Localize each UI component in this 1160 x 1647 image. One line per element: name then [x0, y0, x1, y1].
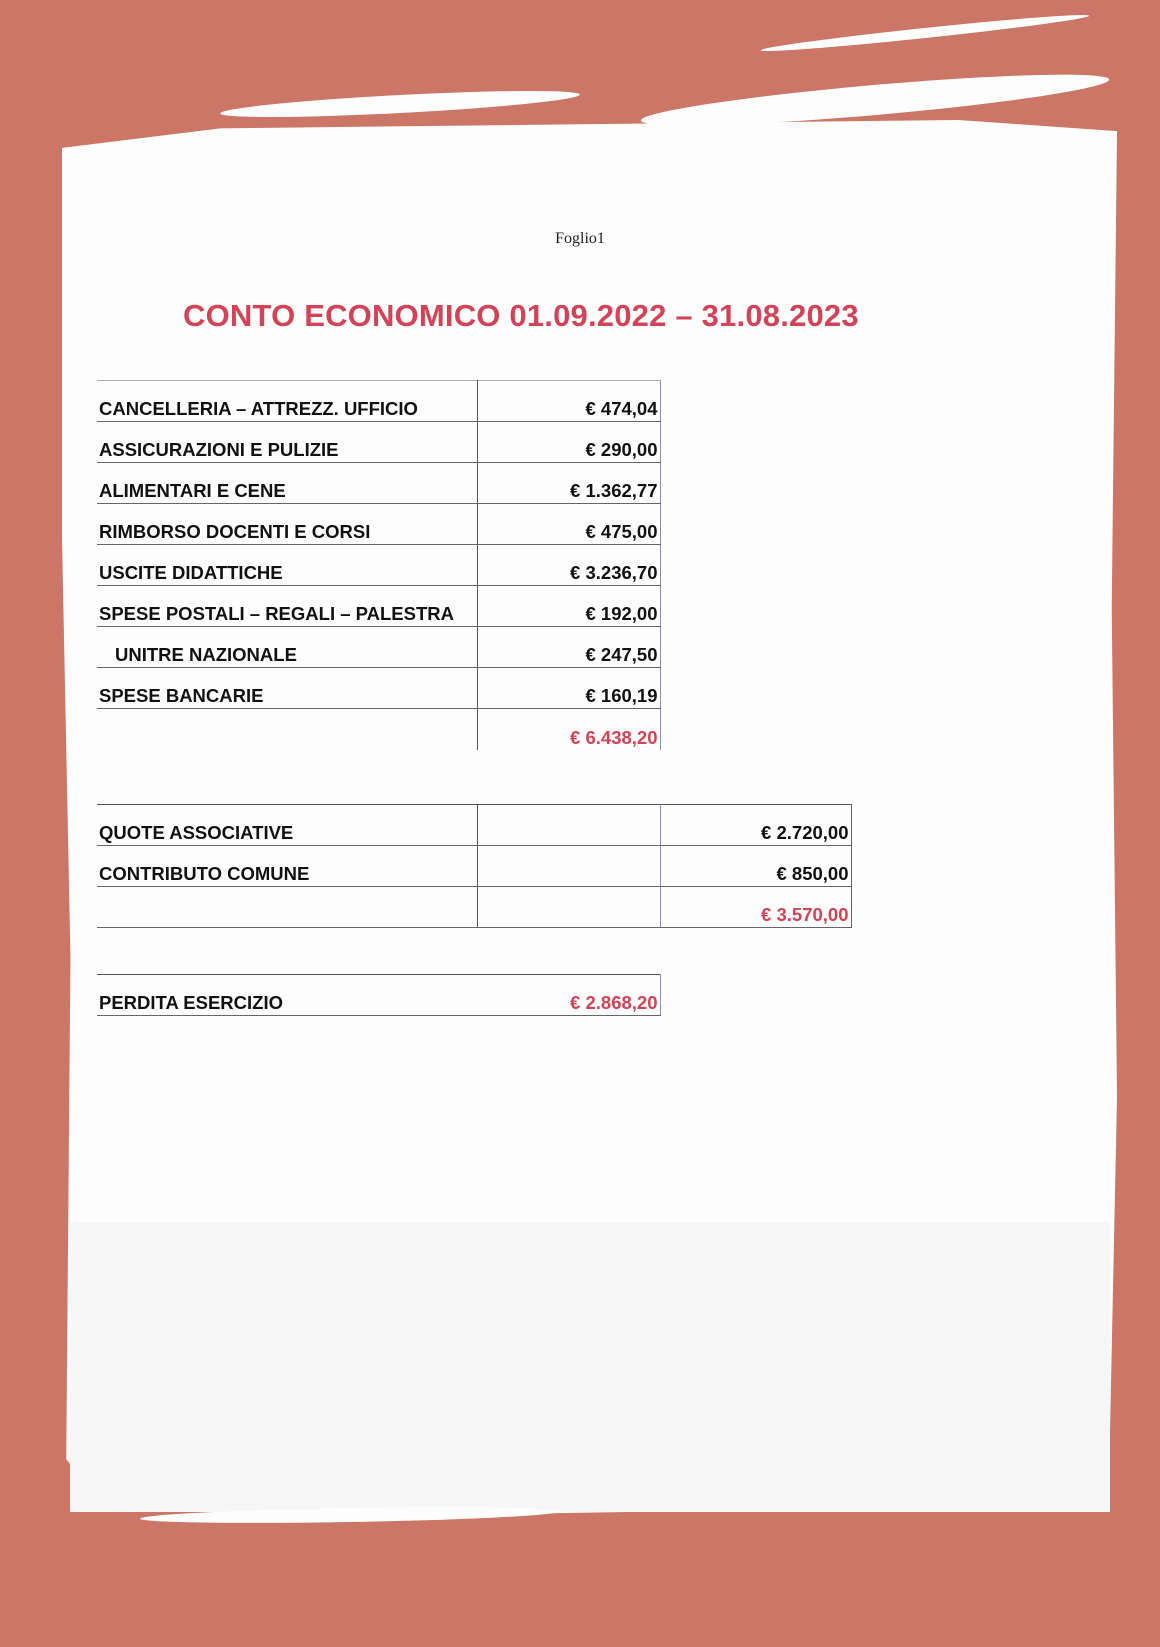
- expense-row: [97, 668, 660, 709]
- expense-row: [97, 463, 660, 504]
- empty-cell: [97, 887, 477, 928]
- expense-label: CANCELLERIA – ATTREZZ. UFFICIO: [97, 381, 477, 422]
- expense-row: [97, 627, 660, 668]
- expense-label: ASSICURAZIONI E PULIZIE: [97, 422, 477, 463]
- expense-total-row: [97, 709, 660, 750]
- expense-amount: € 192,00: [477, 586, 660, 627]
- income-row: [97, 805, 851, 846]
- expense-label: UNITRE NAZIONALE: [97, 627, 477, 668]
- empty-cell: [477, 887, 660, 928]
- expense-row: [97, 504, 660, 545]
- empty-cell: [477, 846, 660, 887]
- expense-label: SPESE POSTALI – REGALI – PALESTRA: [97, 586, 477, 627]
- expense-label: RIMBORSO DOCENTI E CORSI: [97, 504, 477, 545]
- income-label: QUOTE ASSOCIATIVE: [97, 805, 477, 846]
- expense-amount: € 474,04: [477, 381, 660, 422]
- result-label: PERDITA ESERCIZIO: [97, 975, 477, 1016]
- expense-label: USCITE DIDATTICHE: [97, 545, 477, 586]
- expense-total: € 6.438,20: [477, 709, 660, 750]
- paper-lower-fold: [70, 1222, 1110, 1512]
- expense-amount: € 290,00: [477, 422, 660, 463]
- income-total-row: [97, 887, 851, 928]
- expense-amount: € 247,50: [477, 627, 660, 668]
- income-amount: € 2.720,00: [660, 805, 851, 846]
- result-row: [97, 975, 660, 1016]
- empty-cell: [477, 805, 660, 846]
- empty-cell: [97, 709, 477, 750]
- expense-row: [97, 545, 660, 586]
- expenses-table: [97, 380, 661, 750]
- result-amount: € 2.868,20: [477, 975, 660, 1016]
- income-amount: € 850,00: [660, 846, 851, 887]
- brush-stroke: [220, 86, 580, 123]
- expense-row: [97, 586, 660, 627]
- result-table: [97, 974, 661, 1016]
- expense-amount: € 3.236,70: [477, 545, 660, 586]
- expense-label: SPESE BANCARIE: [97, 668, 477, 709]
- income-label: CONTRIBUTO COMUNE: [97, 846, 477, 887]
- expense-row: [97, 381, 660, 422]
- income-row: [97, 846, 851, 887]
- expense-row: [97, 422, 660, 463]
- income-table: [97, 804, 852, 928]
- page-title: CONTO ECONOMICO 01.09.2022 – 31.08.2023: [183, 298, 859, 333]
- sheet-name: Foglio1: [555, 230, 605, 247]
- brush-stroke: [760, 11, 1089, 55]
- income-total: € 3.570,00: [660, 887, 851, 928]
- expense-amount: € 1.362,77: [477, 463, 660, 504]
- expense-label: ALIMENTARI E CENE: [97, 463, 477, 504]
- expense-amount: € 475,00: [477, 504, 660, 545]
- expense-amount: € 160,19: [477, 668, 660, 709]
